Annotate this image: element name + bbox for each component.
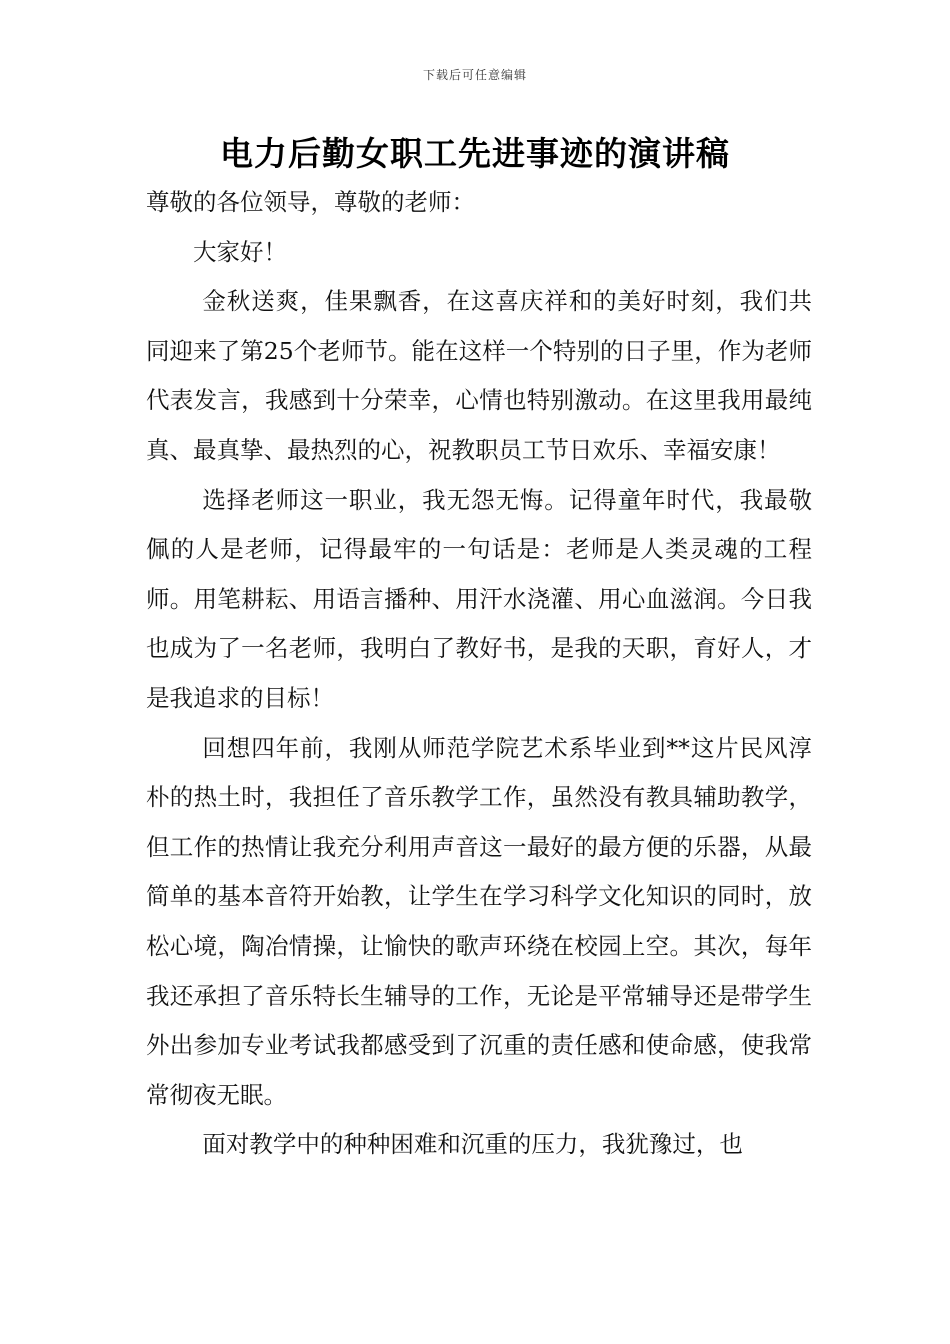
document-title: 电力后勤女职工先进事迹的演讲稿 <box>220 134 730 173</box>
paragraph-1: 金秋送爽，佳果飘香，在这喜庆祥和的美好时刻，我们共同迎来了第25个老师节。能在这样一个特别的日子里，作为老师代表发言，我感到十分荣幸，心情也特别激动。在这里我用最纯真、最真挚、最热烈的心，祝教职员工节日欢乐、幸福安康！ <box>146 287 812 464</box>
header-note: 下载后可任意编辑 <box>422 68 527 82</box>
paragraph-3: 回想四年前，我刚从师范学院艺术系毕业到**这片民风淳朴的热土时，我担任了音乐教学工作，虽然没有教具辅助教学，但工作的热情让我充分利用声音这一最好的最方便的乐器，从最简单的基本音符开始教，让学生在学习科学文化知识的同时，放松心境，陶冶情操，让愉快的歌声环绕在校园上空。其次，每年我还承担了音乐特长生辅导的工作，无论是平常辅导还是带学生外出参加专业考试我都感受到了沉重的责任感和使命感，使我常常彻夜无眠。 <box>146 733 812 1109</box>
paragraph-4: 面对教学中的种种困难和沉重的压力，我犹豫过，也 <box>202 1130 743 1159</box>
paragraph-2: 选择老师这一职业，我无怨无悔。记得童年时代，我最敬佩的人是老师，记得最牢的一句话是：老师是人类灵魂的工程师。用笔耕耘、用语言播种、用汗水浇灌、用心血滋润。今日我也成为了一名老师，我明白了教好书，是我的天职，育好人，才是我追求的目标！ <box>146 485 812 712</box>
salutation: 尊敬的各位领导，尊敬的老师： <box>146 188 475 216</box>
greeting: 大家好！ <box>193 237 287 266</box>
document-body <box>146 178 812 1170</box>
